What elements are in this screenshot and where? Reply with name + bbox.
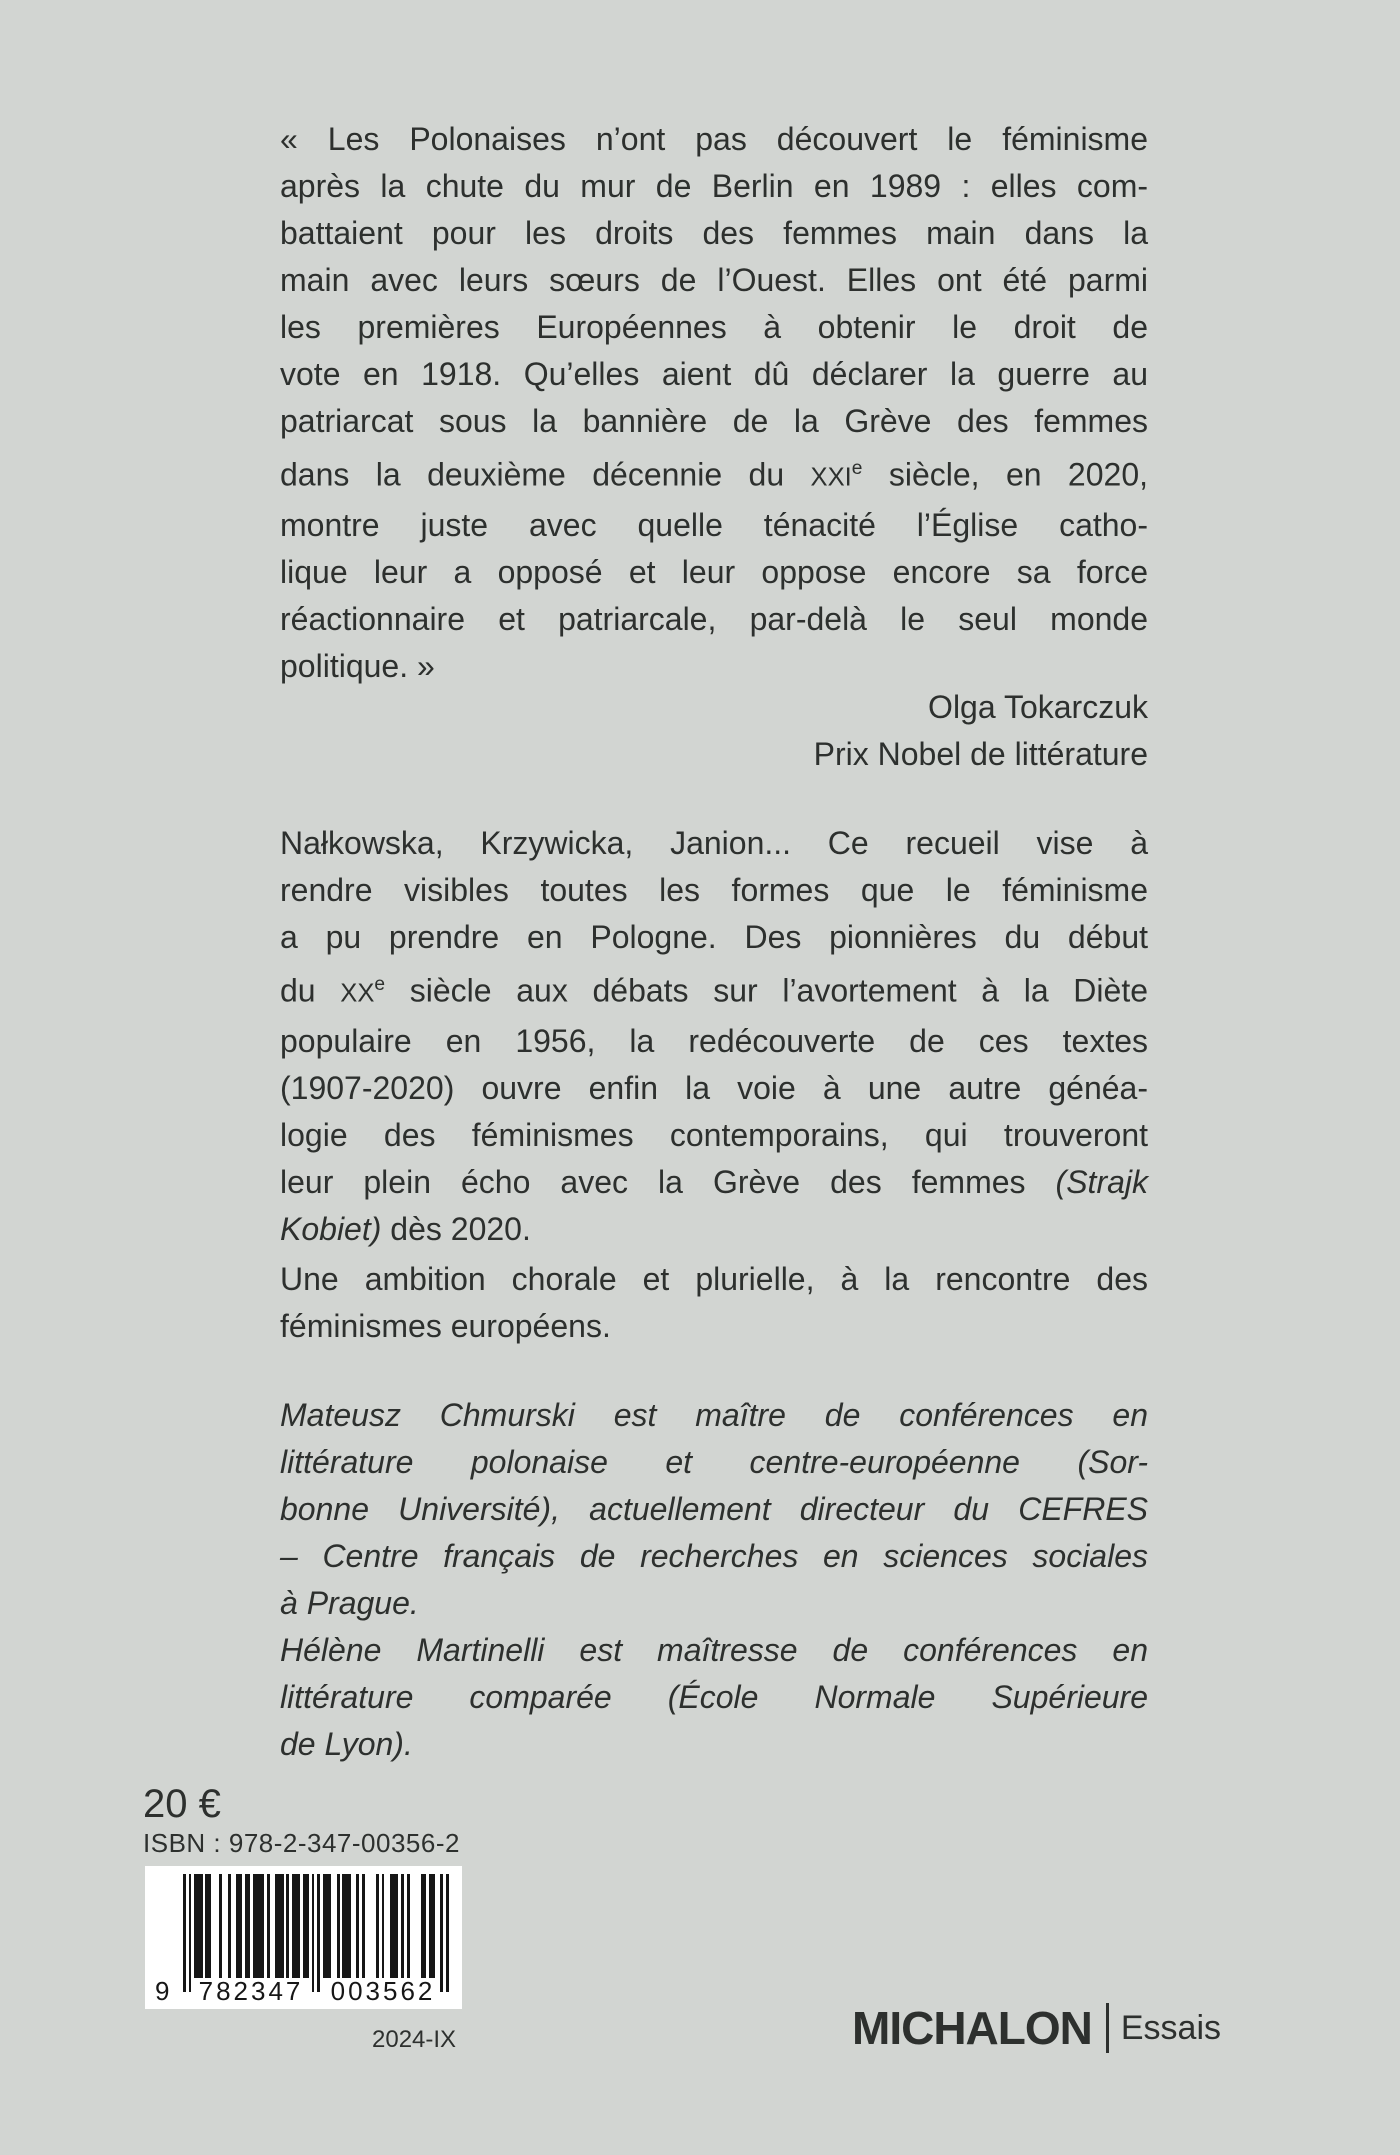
publisher-collection: Essais (1120, 2008, 1221, 2047)
attribution-title: Prix Nobel de littérature (813, 736, 1148, 772)
publisher-logo (852, 2000, 1221, 2056)
text-line: Mateusz Chmurski est maître de conférences en (280, 1397, 1148, 1433)
publisher-separator (1106, 2003, 1109, 2053)
text-line: vote en 1918. Qu’elles aient dû déclarer la guerre au (280, 356, 1148, 392)
text-line: main avec leurs sœurs de l’Ouest. Elles ont été parmi (280, 262, 1148, 298)
text-line: patriarcat sous la bannière de la Grève des femmes (280, 403, 1148, 439)
barcode (145, 1866, 462, 2009)
attribution-name: Olga Tokarczuk (928, 689, 1148, 725)
text-line: a pu prendre en Pologne. Des pionnières du début (280, 919, 1148, 955)
text-line: de Lyon). (280, 1726, 413, 1762)
barcode-digit-lead: 9 (155, 1976, 170, 2006)
text-line: réactionnaire et patriarcale, par-delà le seul monde (280, 600, 1148, 637)
text-line: populaire en 1956, la redécouverte de ces textes (280, 1022, 1148, 1059)
text-line: dans la deuxième décennie du XXIe siècle, en 2020, (280, 456, 1149, 493)
text-line: « Les Polonaises n’ont pas découvert le féminisme (280, 121, 1148, 157)
synopsis-paragraph (280, 820, 1148, 1253)
quote-attribution (280, 684, 1148, 778)
text-line: littérature polonaise et centre-européenne (Sor- (280, 1444, 1148, 1480)
barcode-digits-right: 003562 (330, 1976, 436, 2006)
ambition-paragraph (280, 1256, 1148, 1350)
text-line: montre juste avec quelle ténacité l’Église catho- (280, 506, 1148, 543)
text-line: Kobiet) dès 2020. (280, 1210, 531, 1247)
barcode-digits-left: 782347 (198, 1976, 304, 2006)
text-line: féminismes européens. (280, 1308, 611, 1344)
text-line: rendre visibles toutes les formes que le féminisme (280, 872, 1148, 908)
text-line: politique. » (280, 647, 435, 684)
text-line: littérature comparée (École Normale Supérieure (280, 1679, 1148, 1715)
edition-code: 2024-IX (372, 2026, 457, 2053)
barcode-bars (183, 1874, 449, 1992)
quote-paragraph (280, 116, 1148, 690)
publisher-name: MICHALON (852, 2002, 1092, 2054)
text-line: bonne Université), actuellement directeur du CEFRES (280, 1491, 1148, 1527)
text-line: à Prague. (280, 1585, 419, 1621)
author-bios (280, 1392, 1148, 1768)
text-line: du XXe siècle aux débats sur l’avortement à la Diète (280, 972, 1149, 1009)
isbn: ISBN : 978-2-347-00356-2 (143, 1828, 460, 1858)
text-line: (1907-2020) ouvre enfin la voie à une autre généa- (280, 1069, 1148, 1106)
text-line: Nałkowska, Krzywicka, Janion... Ce recueil vise à (280, 825, 1148, 861)
text-line: battaient pour les droits des femmes main dans la (280, 215, 1148, 251)
text-line: Une ambition chorale et plurielle, à la rencontre des (280, 1261, 1148, 1297)
text-line: après la chute du mur de Berlin en 1989 : elles com- (280, 168, 1148, 204)
text-line: lique leur a opposé et leur oppose encore sa force (280, 553, 1148, 590)
text-line: – Centre français de recherches en sciences sociales (280, 1538, 1148, 1574)
text-line: Hélène Martinelli est maîtresse de conférences en (280, 1632, 1148, 1668)
text-line: leur plein écho avec la Grève des femmes (Strajk (280, 1163, 1148, 1200)
text-line: logie des féminismes contemporains, qui trouveront (280, 1116, 1148, 1153)
price: 20 € (143, 1782, 221, 1826)
text-line: les premières Européennes à obtenir le droit de (280, 309, 1148, 345)
